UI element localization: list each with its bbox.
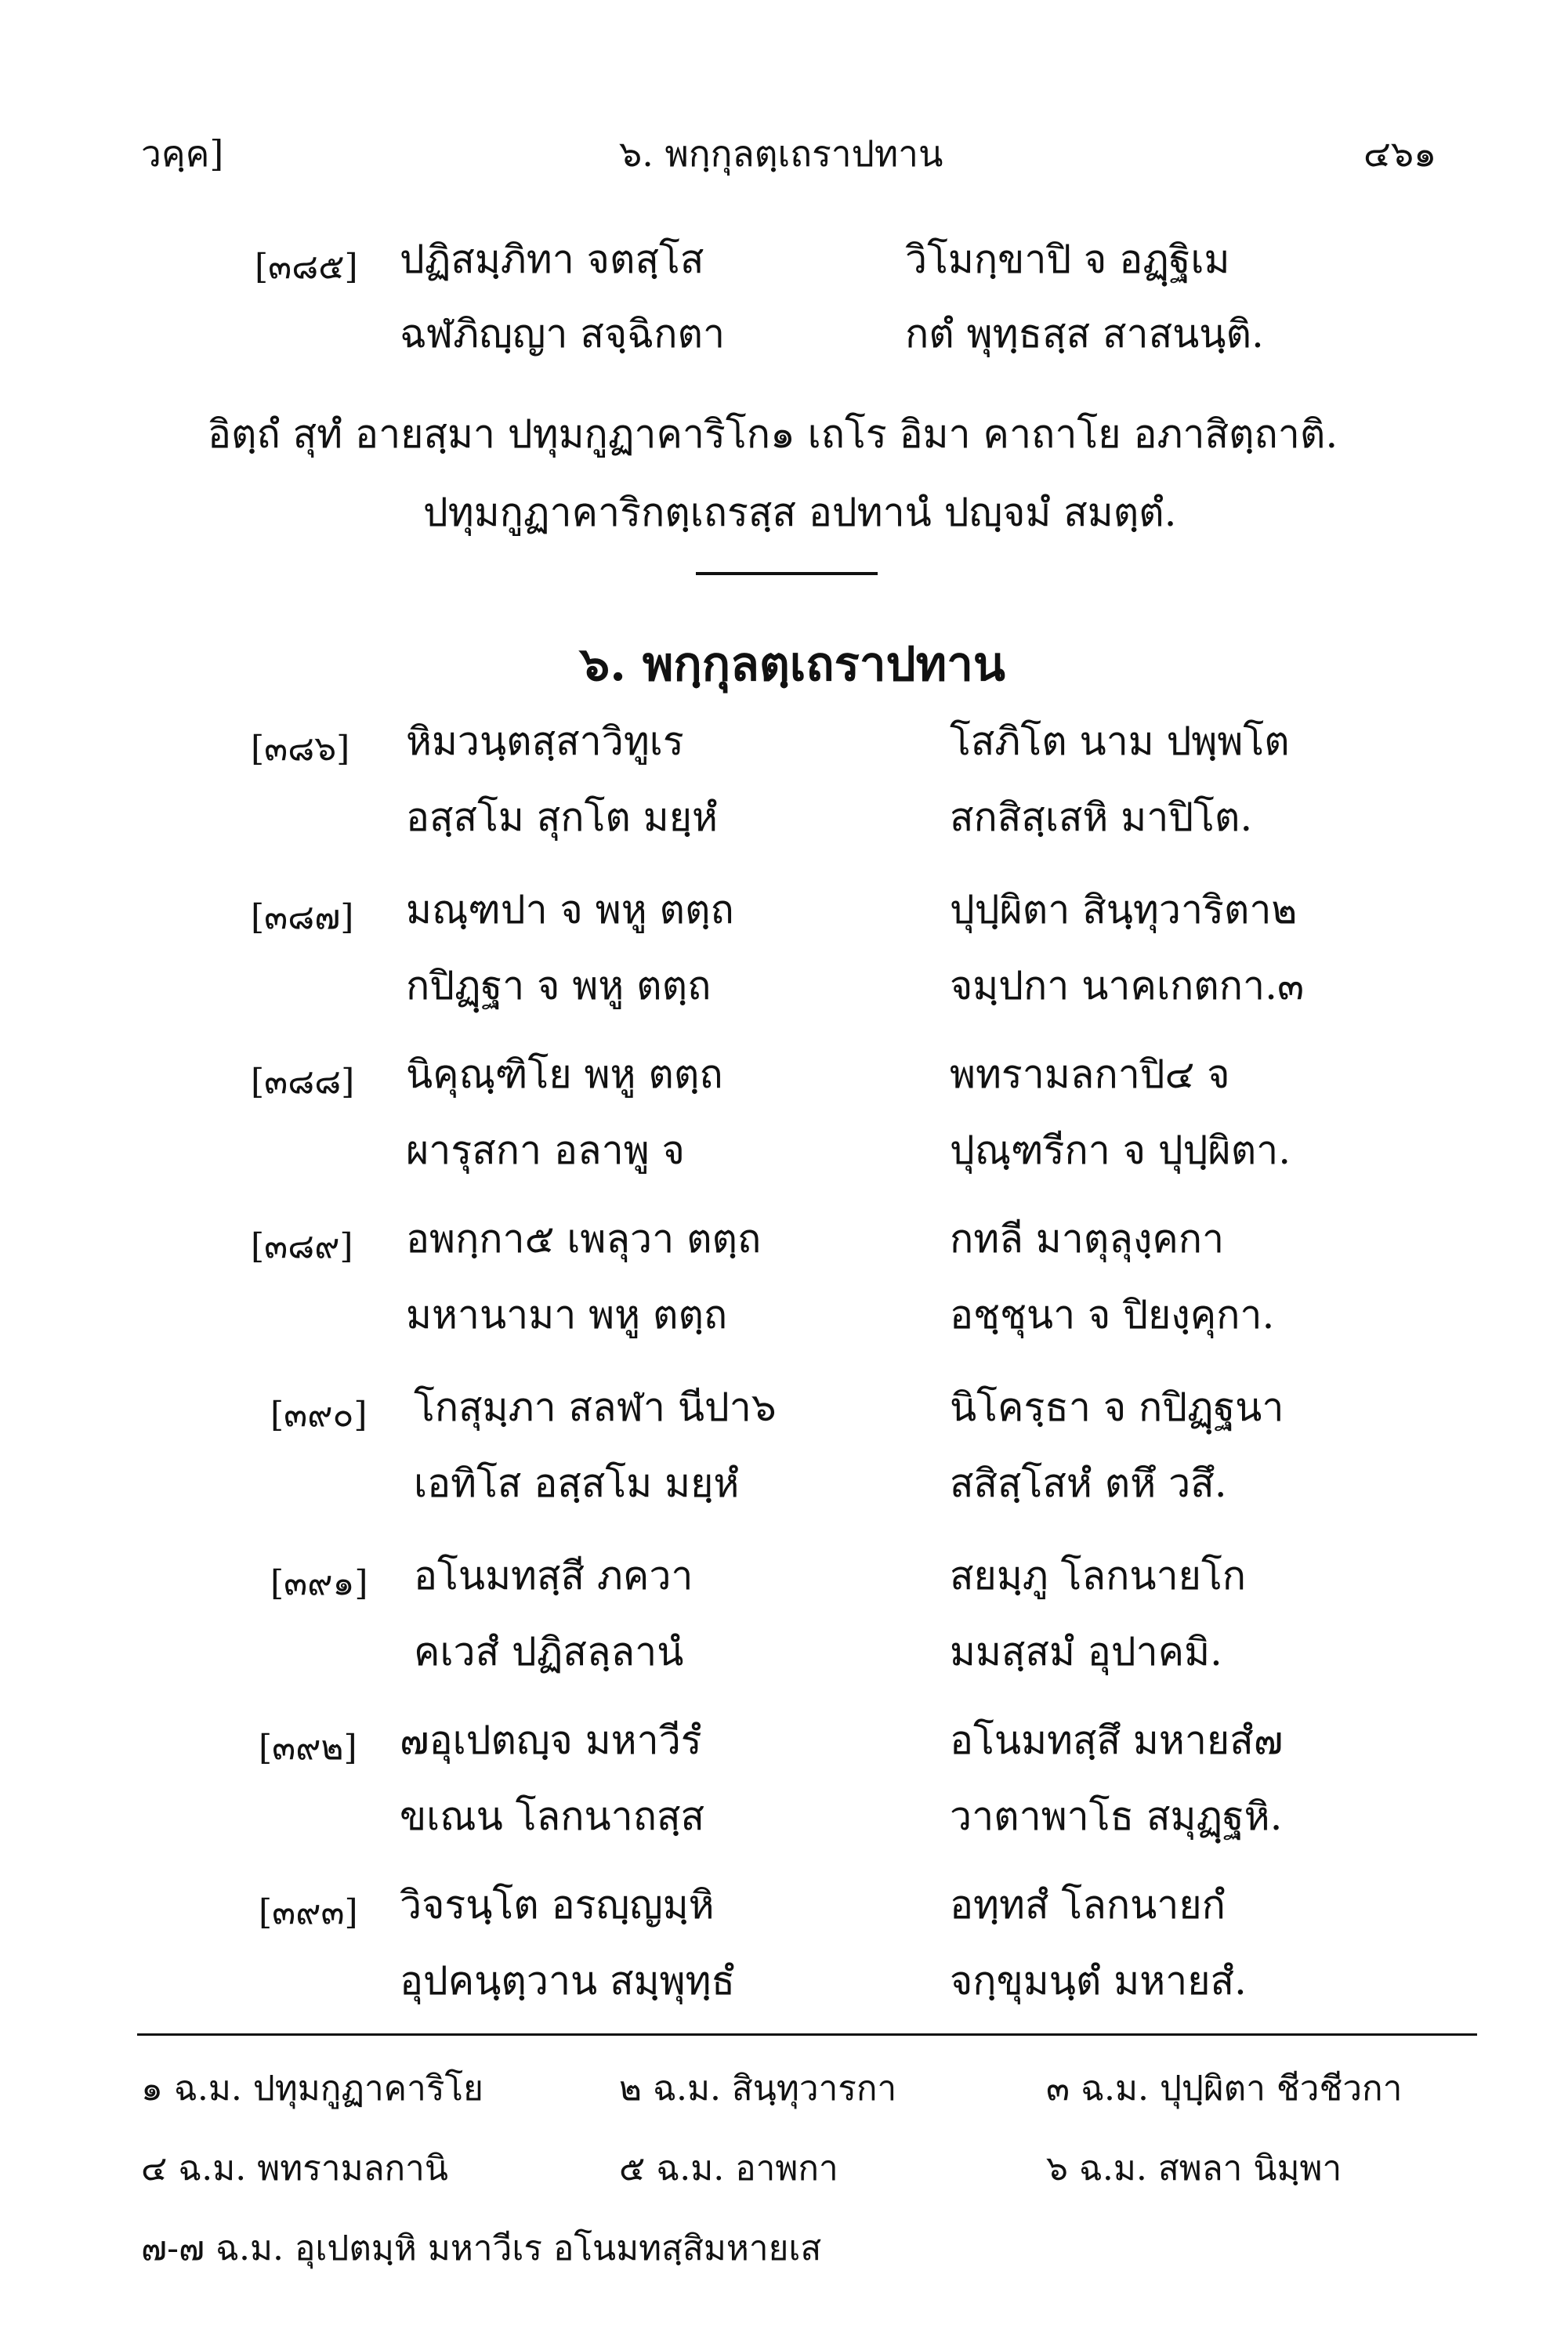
- footnote-divider: [137, 2033, 1477, 2036]
- verse-line-b: สสิสฺโสหํ ตหึ วสึ.: [950, 1461, 1227, 1506]
- verse-line-a: อพกฺกา๕ เพลุวา ตตฺถ: [406, 1216, 762, 1262]
- verse-number: [๓๘๗]: [251, 897, 354, 937]
- verse-number: [๓๘๙]: [251, 1226, 353, 1266]
- verse-line-b: จกฺขุมนฺตํ มหายสํ.: [950, 1958, 1247, 2004]
- verse-number: [๓๙๑]: [270, 1563, 368, 1603]
- verse-line-a: วิจรนฺโต อรญฺญมฺหิ: [400, 1882, 715, 1928]
- verse-line-b: อชฺชุนา จ ปิยงฺคุกา.: [950, 1292, 1275, 1338]
- verse-line-b: อโนมทสฺสึ มหายสํ๗: [950, 1718, 1284, 1763]
- verse-line-a: มณฺฑปา จ พหู ตตฺถ: [406, 887, 734, 932]
- footnote: ๗-๗ ฉ.ม. อุเปตมฺหิ มหาวีเร อโนมทสฺสิมหายเส: [141, 2228, 822, 2268]
- verse-line-a: ฉฬภิญฺญา สจฺฉิกตา: [400, 311, 726, 357]
- verse-line-a: คเวสํ ปฏิสลฺลานํ: [414, 1629, 684, 1674]
- section-title: ๖. พกฺกุลตฺเถราปทาน: [580, 637, 1005, 692]
- running-title: ๖. พกฺกุลตฺเถราปทาน: [619, 132, 943, 175]
- verse-line-a: มหานามา พหู ตตฺถ: [406, 1292, 728, 1338]
- verse-line-b: พทรามลกาปิ๔ จ: [950, 1052, 1230, 1097]
- verse-line-b: กทลี มาตุลุงฺคกา: [950, 1216, 1225, 1262]
- section-divider: [696, 572, 878, 575]
- verse-number: [๓๙๓]: [259, 1892, 358, 1932]
- footnote: ๔ ฉ.ม. พทรามลกานิ: [141, 2149, 448, 2189]
- verse-number: [๓๘๖]: [251, 729, 350, 769]
- verse-line-b: นิโครฺธา จ กปิฏฺฐนา: [950, 1385, 1284, 1430]
- verse-line-a: ปฏิสมฺภิทา จตสฺโส: [400, 237, 704, 282]
- verse-number: [๓๘๕]: [255, 247, 358, 287]
- verse-line-b: จมฺปกา นาคเกตกา.๓: [950, 963, 1305, 1008]
- verse-number: [๓๘๘]: [251, 1062, 355, 1102]
- colophon-line-2: ปทุมกูฏาคาริกตฺเถรสฺส อปทานํ ปญฺจมํ สมตฺตํ.: [423, 490, 1177, 535]
- footnote: ๓ ฉ.ม. ปุปฺผิตา ชีวชีวกา: [1046, 2069, 1403, 2109]
- verse-line-a: อโนมทสฺสี ภควา: [414, 1553, 693, 1598]
- verse-number: [๓๙๒]: [259, 1728, 357, 1768]
- verse-line-a: อสฺสโม สุกโต มยฺหํ: [406, 795, 718, 840]
- verse-line-b: กตํ พุทฺธสฺส สาสนนฺติ.: [905, 311, 1264, 357]
- page-number: ๔๖๑: [1363, 132, 1437, 175]
- header-left: วคฺค]: [141, 132, 224, 175]
- verse-line-a: ผารุสกา อลาพู จ: [406, 1128, 685, 1173]
- colophon-line-1: อิตฺถํ สุทํ อายสฺมา ปทุมกูฏาคาริโก๑ เถโร อิมา คาถาโย อภาสิตฺถาติ.: [208, 411, 1338, 457]
- footnote: ๑ ฉ.ม. ปทุมกูฏาคาริโย: [141, 2069, 483, 2109]
- verse-line-b: ปุณฺฑรีกา จ ปุปฺผิตา.: [950, 1128, 1291, 1173]
- verse-line-a: นิคุณฺฑิโย พหู ตตฺถ: [406, 1052, 723, 1097]
- verse-line-b: ปุปฺผิตา สินฺทุวาริตา๒: [950, 887, 1298, 932]
- verse-line-b: โสภิโต นาม ปพฺพโต: [950, 719, 1290, 764]
- verse-line-b: สยมฺภู โลกนายโก: [950, 1553, 1247, 1598]
- footnote: ๒ ฉ.ม. สินฺทุวารกา: [619, 2069, 897, 2109]
- verse-line-a: อุปคนฺตฺวาน สมฺพุทฺธํ: [400, 1958, 736, 2004]
- verse-line-a: หิมวนฺตสฺสาวิทูเร: [406, 719, 684, 764]
- verse-line-b: วาตาพาโธ สมุฏฺฐหิ.: [950, 1794, 1283, 1839]
- verse-number: [๓๙๐]: [270, 1395, 368, 1435]
- footnote: ๖ ฉ.ม. สพลา นิมฺพา: [1046, 2149, 1342, 2189]
- verse-line-b: สกสิสฺเสหิ มาปิโต.: [950, 795, 1253, 840]
- verse-line-a: ๗อุเปตญฺจ มหาวีรํ: [400, 1718, 702, 1763]
- footnote: ๕ ฉ.ม. อาพกา: [619, 2149, 838, 2189]
- verse-line-a: โกสุมฺภา สลฬา นีปา๖: [414, 1385, 777, 1430]
- verse-line-a: ขเณน โลกนาถสฺส: [400, 1794, 705, 1839]
- verse-line-a: กปิฏฺฐา จ พหู ตตฺถ: [406, 963, 712, 1008]
- verse-line-b: มมสฺสมํ อุปาคมิ.: [950, 1629, 1222, 1674]
- verse-line-b: อทฺทสํ โลกนายกํ: [950, 1882, 1226, 1928]
- verse-line-b: วิโมกฺขาปิ จ อฏฺฐิเม: [905, 237, 1230, 282]
- verse-line-a: เอทิโส อสฺสโม มยฺหํ: [414, 1461, 740, 1506]
